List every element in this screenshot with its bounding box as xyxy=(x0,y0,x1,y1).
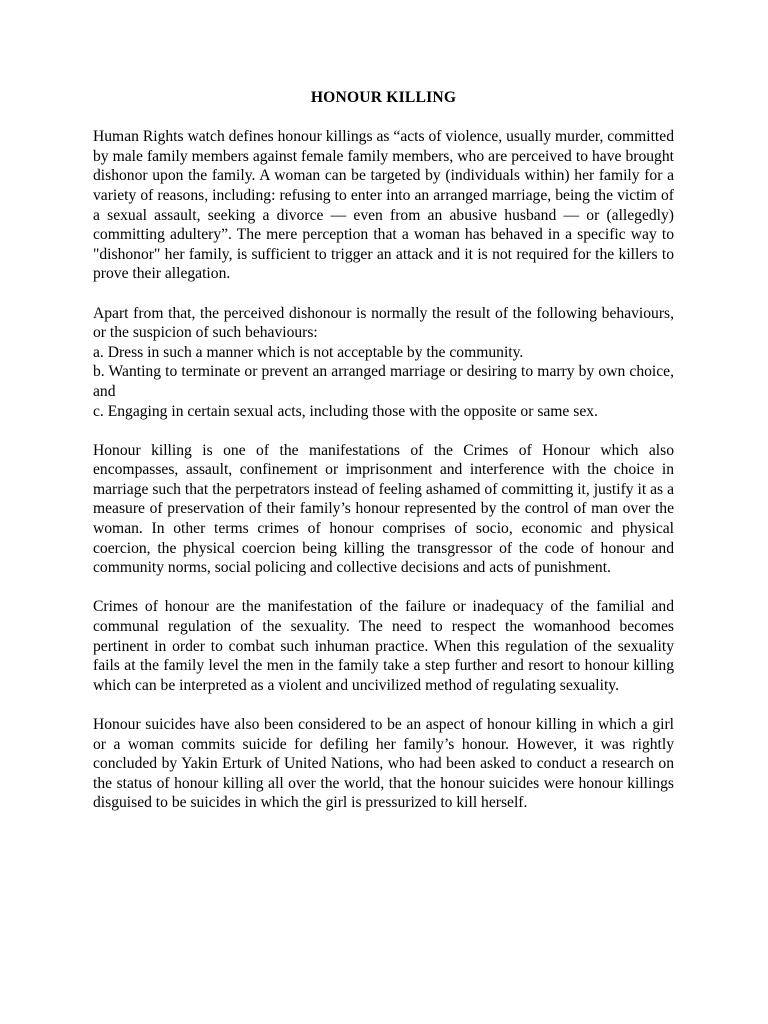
document-title: HONOUR KILLING xyxy=(310,89,457,106)
list-item: c. Engaging in certain sexual acts, including those with the opposite or same sex. xyxy=(93,402,598,420)
document-page xyxy=(93,88,674,833)
list-intro: Apart from that, the perceived dishonour is normally the result of the following behaviours, or the suspicion of such behaviours: xyxy=(93,304,674,342)
paragraph-definition: Human Rights watch defines honour killings as “acts of violence, usually murder, committed by male family members against female family members, who are perceived to have brought dishonor upon the family. A woman can be targeted by (individuals within) her family for a variety of reasons, including: refusing to enter into an arranged marriage, being the victim of a sexual assault, seeking a divorce — even from an abusive husband — or (allegedly) committing adultery”. The mere perception that a woman has behaved in a specific way to "dishonor" her family, is sufficient to trigger an attack and it is not required for the killers to prove their allegation. xyxy=(93,128,674,283)
paragraph-honour-suicides: Honour suicides have also been considered to be an aspect of honour killing in which a girl or a woman commits suicide for defiling her family’s honour. However, it was rightly concluded by Yakin Erturk of United Nations, who had been asked to conduct a research on the status of honour killing all over the world, that the honour suicides were honour killings disguised to be suicides in which the girl is pressurized to kill herself. xyxy=(93,716,674,812)
paragraph-crimes-of-honour: Honour killing is one of the manifestations of the Crimes of Honour which also encompasses, assault, confinement or imprisonment and interference with the choice in marriage such that the perpetrators instead of feeling ashamed of committing it, justify it as a measure of preservation of their family’s honour represented by the control of man over the woman. In other terms crimes of honour comprises of socio, economic and physical coercion, the physical coercion being killing the transgressor of the code of honour and community norms, social policing and collective decisions and acts of punishment. xyxy=(93,441,674,577)
behaviours-list-block xyxy=(93,304,674,422)
paragraph-regulation-failure: Crimes of honour are the manifestation of the failure or inadequacy of the familial and communal regulation of the sexuality. The need to respect the womanhood becomes pertinent in order to combat such inhuman practice. When this regulation of the sexuality fails at the family level the men in the family take a step further and resort to honour killing which can be interpreted as a violent and uncivilized method of regulating sexuality. xyxy=(93,598,674,694)
list-item: a. Dress in such a manner which is not acceptable by the community. xyxy=(93,343,524,361)
list-item: b. Wanting to terminate or prevent an arranged marriage or desiring to marry by own choice, and xyxy=(93,363,674,400)
